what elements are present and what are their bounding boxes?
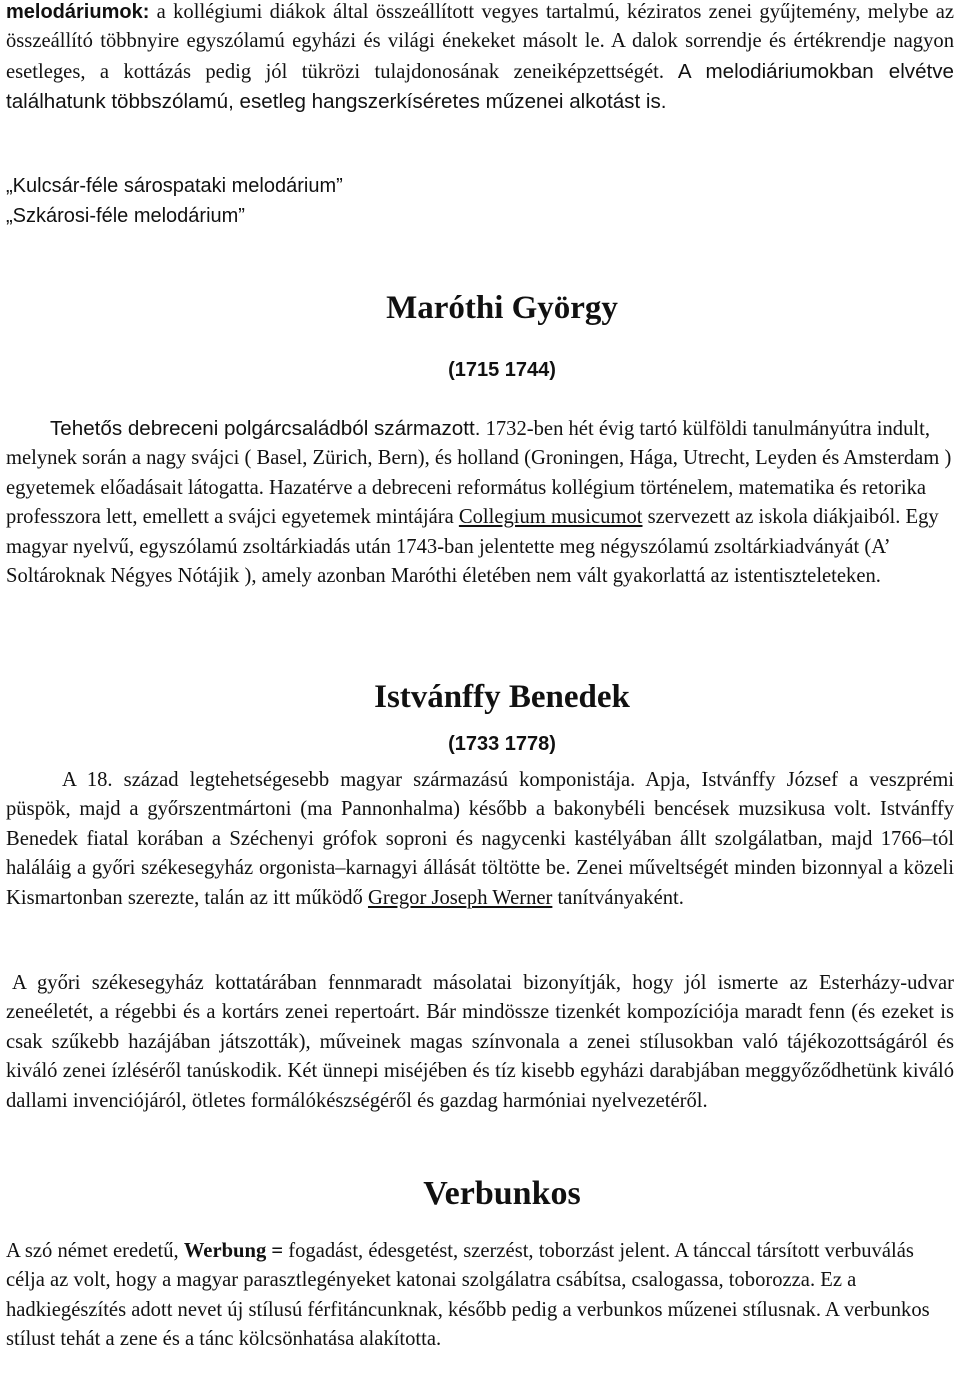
- istvanffy-text-a: A 18. század legtehetségesebb magyar származású komponistája. Apja, Istvánffy József a veszprémi püspök, majd a győrszentmártoni (ma Pannonhalma) később a bakonybéli bencések muzsikusa volt. Istvánffy Benedek fiatal korában a Széchenyi grófok soproni és nagycenki kastélyában állt szolgálatban, majd 1766–tól haláláig a győri székesegyház orgonista–karnagyi állását töltötte be. Zenei műveltségét minden bizonnyal a közeli Kismartonban szerezte, talán az itt működő: [6, 769, 954, 909]
- heading-verbunkos: Verbunkos: [423, 1175, 581, 1212]
- verbunkos-text-a: A szó német eredetű,: [6, 1240, 184, 1262]
- verbunkos-text-b: fogadást, édesgetést, szerzést, toborzást jelent. A tánccal társított verbuválás célja az volt, hogy a magyar parasztlegényeket katonai szolgálatra csábítsa, csalogassa, toborozza. Ez a hadkiegészítés adott nevet új stílusú férfitáncunknak, később pedig a verbunkos műzenei stílusnak. A verbunkos stílust tehát a zene és a tánc kölcsönhatása alakította.: [6, 1240, 930, 1351]
- intro-paragraph: [6, 0, 954, 118]
- dates-marothi: (1715 1744): [448, 359, 556, 381]
- marothi-text-b: szervezett az iskola diákjaiból. Egy magyar nyelvű, egyszólamú zsoltárkiadás után 1743-ban jelentette meg négyszólamú zsoltárkiadványát (A’ Soltároknak Négyes Nótájik ), amely azonban Maróthi életében nem vált gyakorlattá az istentiszteleteken.: [6, 506, 939, 588]
- intro-text: a kollégiumi diákok által összeállított vegyes tartalmú, kéziratos zenei gyűjtemény, melybe az összeállító többnyire egyszólamú egyházi és világi énekeket másolt le. A dalok sorrendje és értékrendje nagyon esetleges, a kottázás pedig jól tükrözi tulajdonosának zeneiképzettségét.: [6, 1, 954, 83]
- marothi-text-a: 1732-ben hét évig tartó külföldi tanulmányútra indult, melynek során a nagy svájci ( Basel, Zürich, Bern), és holland (Groningen, Hága, Utrecht, Leyden és Amsterdam ) egyetemek előadásait látogatta. Hazatérve a debreceni református kollégium történelem, matematika és retorika professzora lett, emellett a svájci egyetemek mintájára: [6, 418, 952, 529]
- marothi-lead: Tehetős debreceni polgárcsaládból származott.: [50, 417, 481, 440]
- heading-marothi: Maróthi György: [386, 290, 618, 326]
- quote-kulcsar: „Kulcsár-féle sárospataki melodárium”: [6, 175, 343, 197]
- quote-szkarosi: „Szkárosi-féle melodárium”: [6, 205, 245, 227]
- collegium-musicum-link[interactable]: Collegium musicumot: [458, 506, 643, 529]
- werbung-term: Werbung =: [183, 1240, 284, 1262]
- paragraph-istvanffy-1: [6, 766, 954, 913]
- paragraph-verbunkos: [6, 1237, 954, 1355]
- paragraph-istvanffy-2: A győri székesegyház kottatárában fennmaradt másolatai bizonyítják, hogy jól ismerte az Esterházy-udvar zeneéletét, a régebbi és a kortárs zenei repertoárt. Bár mindössze tizenkét kompozíciója maradt fenn (és ezeket is csak szűkebb hazájában játszották), műveinek magas színvonala a zenei stílusokban való tájékozottságáról és kiváló zenei ízléséről tanúskodik. Két ünnepi miséjében és tíz kisebb egyházi darabjában meggyőződhetünk kiváló dallami invenciójáról, ötletes formálókészségéről és gazdag harmóniai nyelvezetéről.: [6, 972, 954, 1112]
- heading-istvanffy: Istvánffy Benedek: [374, 679, 630, 715]
- dates-istvanffy: (1733 1778): [448, 733, 556, 755]
- definition-term: melodáriumok:: [6, 1, 150, 23]
- intro-text-sans: A melodiáriumokban elvétve találhatunk többszólamú, esetleg hangszerkíséretes műzenei alkotást is.: [6, 59, 955, 114]
- werner-link[interactable]: Gregor Joseph Werner: [367, 886, 553, 909]
- paragraph-marothi: [6, 414, 954, 591]
- istvanffy-text-b: tanítványaként.: [552, 886, 684, 909]
